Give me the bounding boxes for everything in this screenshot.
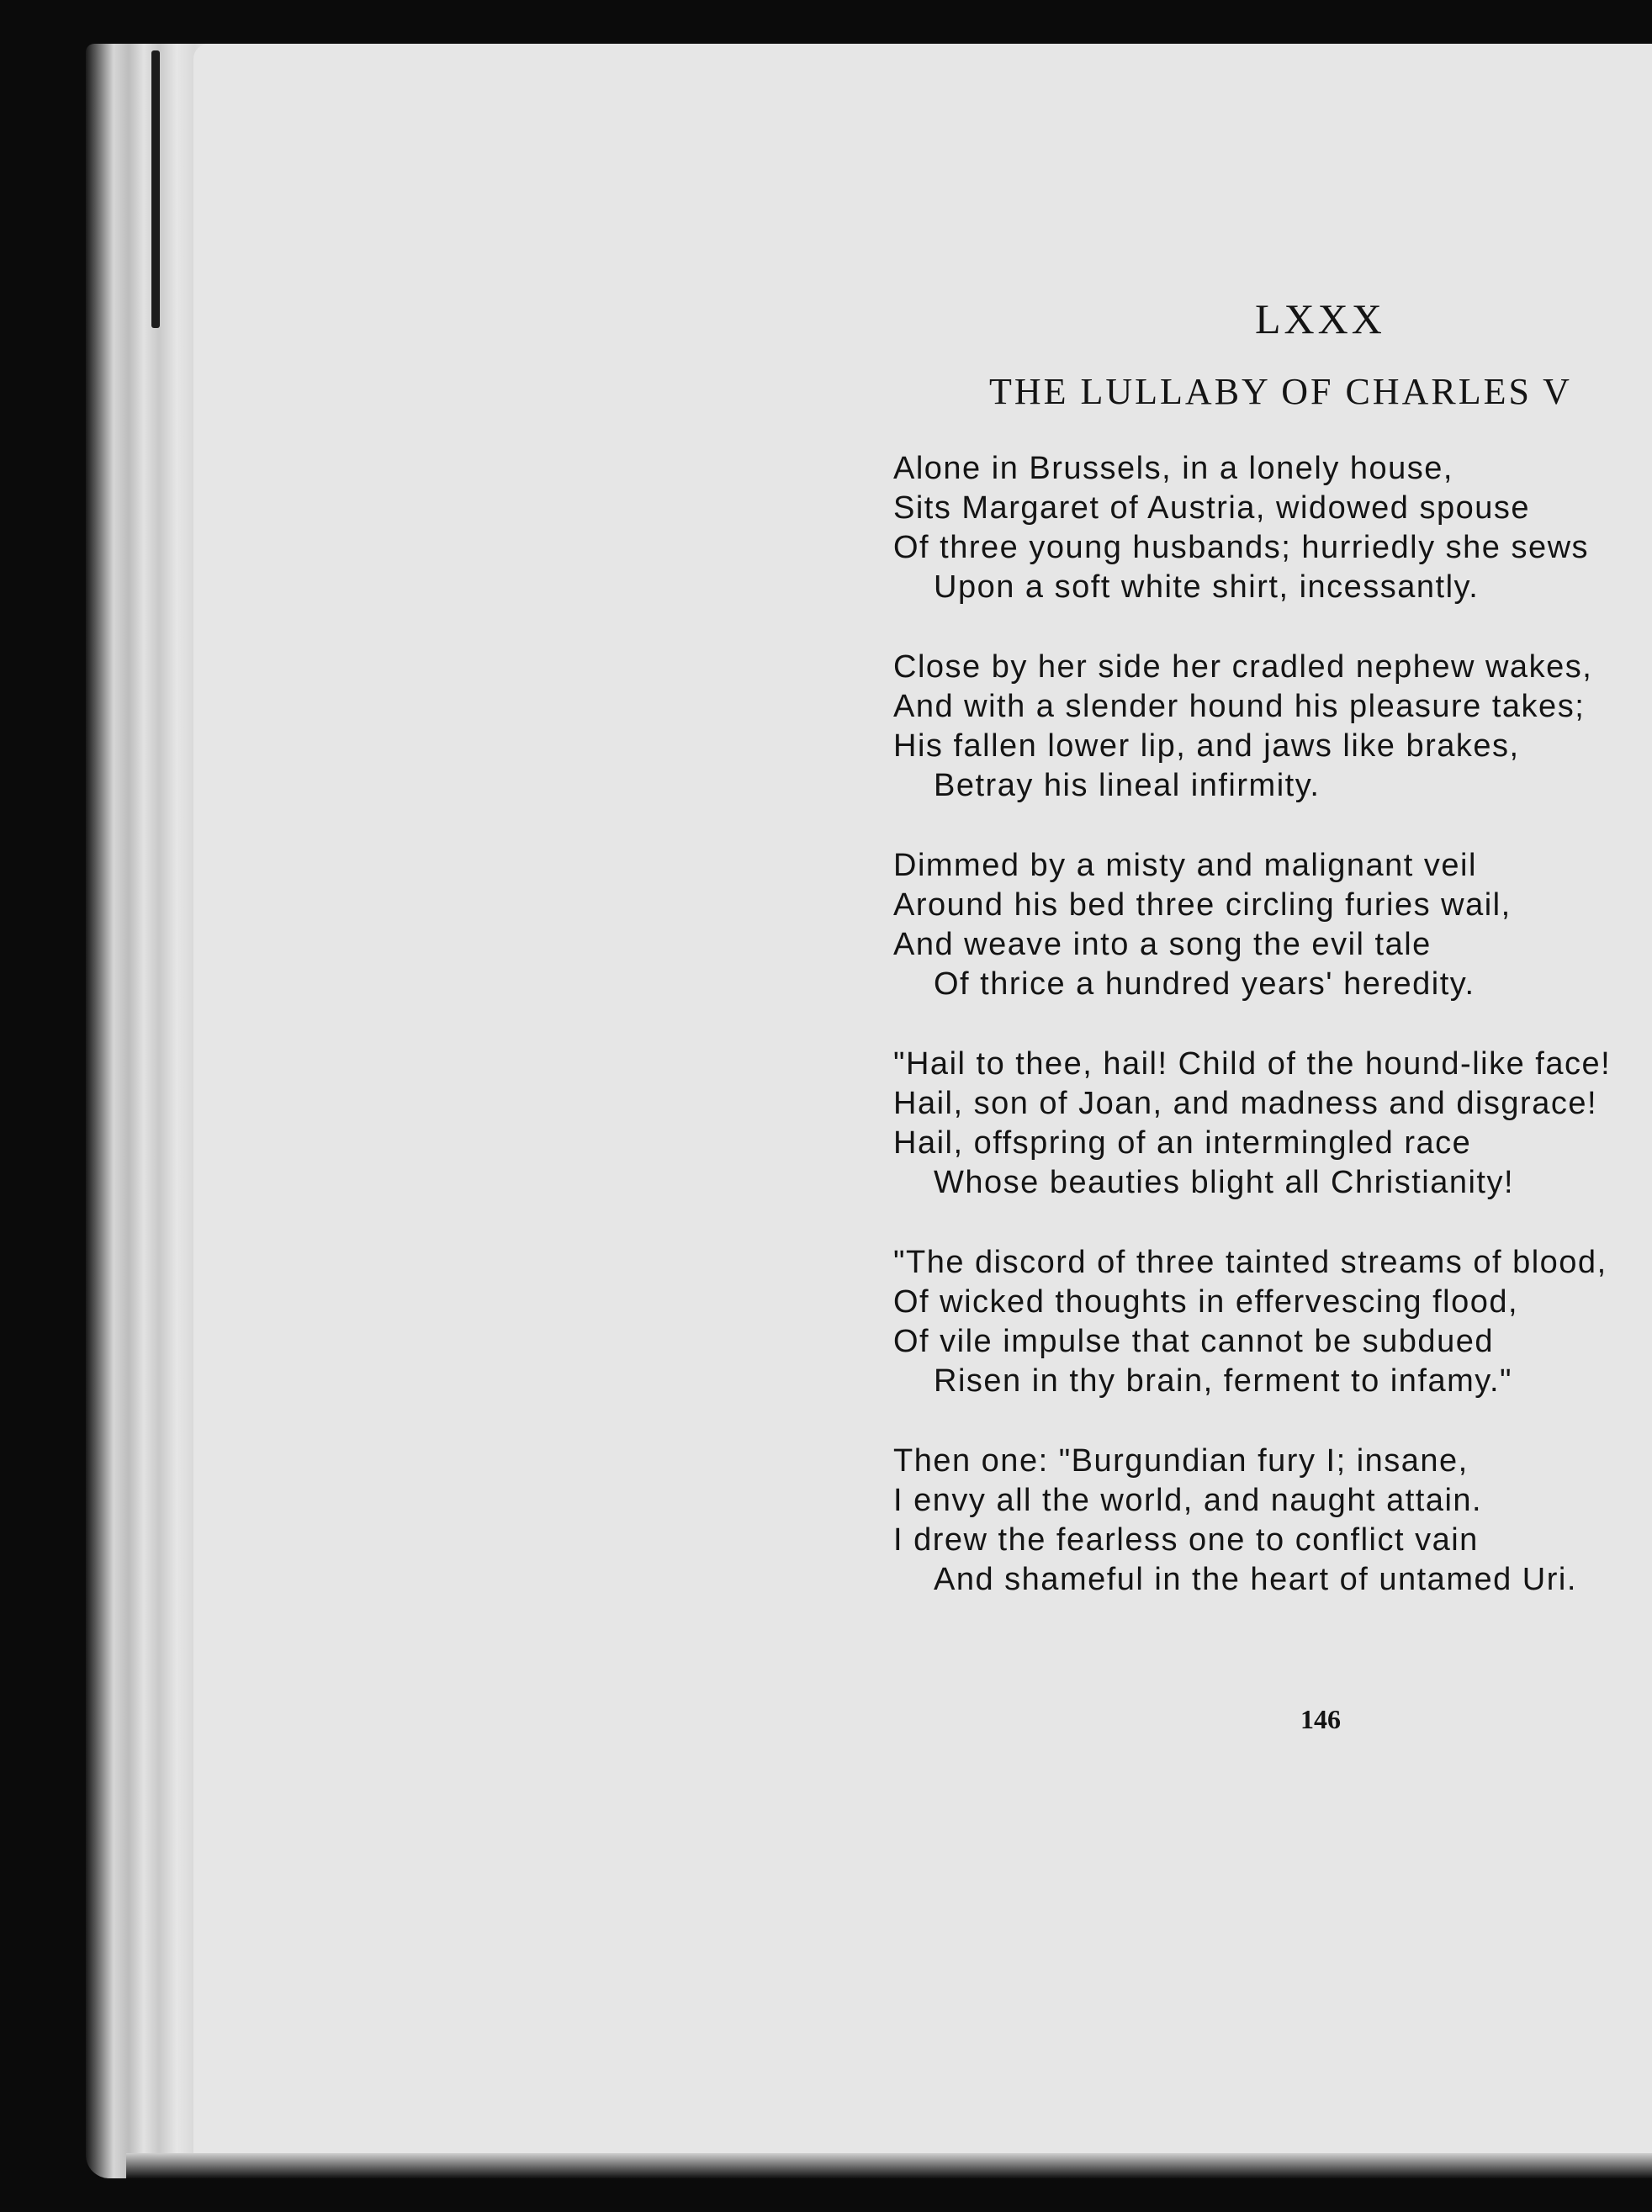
poem-line: And weave into a song the evil tale	[893, 927, 1432, 962]
poem-line: Of three young husbands; hurriedly she sews	[893, 530, 1590, 565]
page-number: 146	[1300, 1704, 1341, 1734]
stanza-2	[893, 648, 1652, 806]
stanza-3	[893, 846, 1652, 1004]
poem-line-indented: Risen in thy brain, ferment to infamy."	[934, 1363, 1512, 1399]
poem-line: Of wicked thoughts in effervescing flood,	[893, 1284, 1519, 1320]
poem-line: Alone in Brussels, in a lonely house,	[893, 451, 1453, 486]
poem-line-indented: And shameful in the heart of untamed Uri.	[934, 1562, 1577, 1597]
page-bottom-edge	[126, 2153, 1652, 2178]
poem-line: Hail, offspring of an intermingled race	[893, 1125, 1472, 1161]
book-page	[193, 44, 1652, 2172]
poem-line: "Hail to thee, hail! Child of the hound-like face!	[893, 1046, 1612, 1082]
poem-line-indented: Upon a soft white shirt, incessantly.	[934, 569, 1480, 605]
poem-body	[893, 449, 1652, 1640]
poem-line-indented: Betray his lineal infirmity.	[934, 768, 1321, 803]
poem-line: I envy all the world, and naught attain.	[893, 1483, 1483, 1518]
poem-line: Then one: "Burgundian fury I; insane,	[893, 1443, 1469, 1479]
poem-line-indented: Whose beauties blight all Christianity!	[934, 1165, 1515, 1200]
poem-line: Around his bed three circling furies wail,	[893, 887, 1512, 923]
poem-line: Close by her side her cradled nephew wakes,	[893, 649, 1593, 685]
stanza-4	[893, 1045, 1652, 1203]
poem-line: Dimmed by a misty and malignant veil	[893, 848, 1477, 883]
chapter-number: LXXX	[1255, 295, 1385, 342]
poem-line: I drew the fearless one to conflict vain	[893, 1522, 1479, 1558]
poem-line: Hail, son of Joan, and madness and disgrace!	[893, 1086, 1598, 1121]
poem-line: His fallen lower lip, and jaws like brakes,	[893, 728, 1520, 764]
poem-title: THE LULLABY OF CHARLES V	[989, 371, 1572, 412]
stanza-5	[893, 1243, 1652, 1401]
poem-line: And with a slender hound his pleasure takes;	[893, 689, 1586, 724]
poem-line: "The discord of three tainted streams of blood,	[893, 1245, 1607, 1280]
poem-line: Sits Margaret of Austria, widowed spouse	[893, 490, 1531, 526]
poem-line: Of vile impulse that cannot be subdued	[893, 1324, 1494, 1359]
poem-line-indented: Of thrice a hundred years' heredity.	[934, 966, 1475, 1002]
stanza-6	[893, 1442, 1652, 1600]
stanza-1	[893, 449, 1652, 607]
binding-shadow	[151, 50, 160, 328]
